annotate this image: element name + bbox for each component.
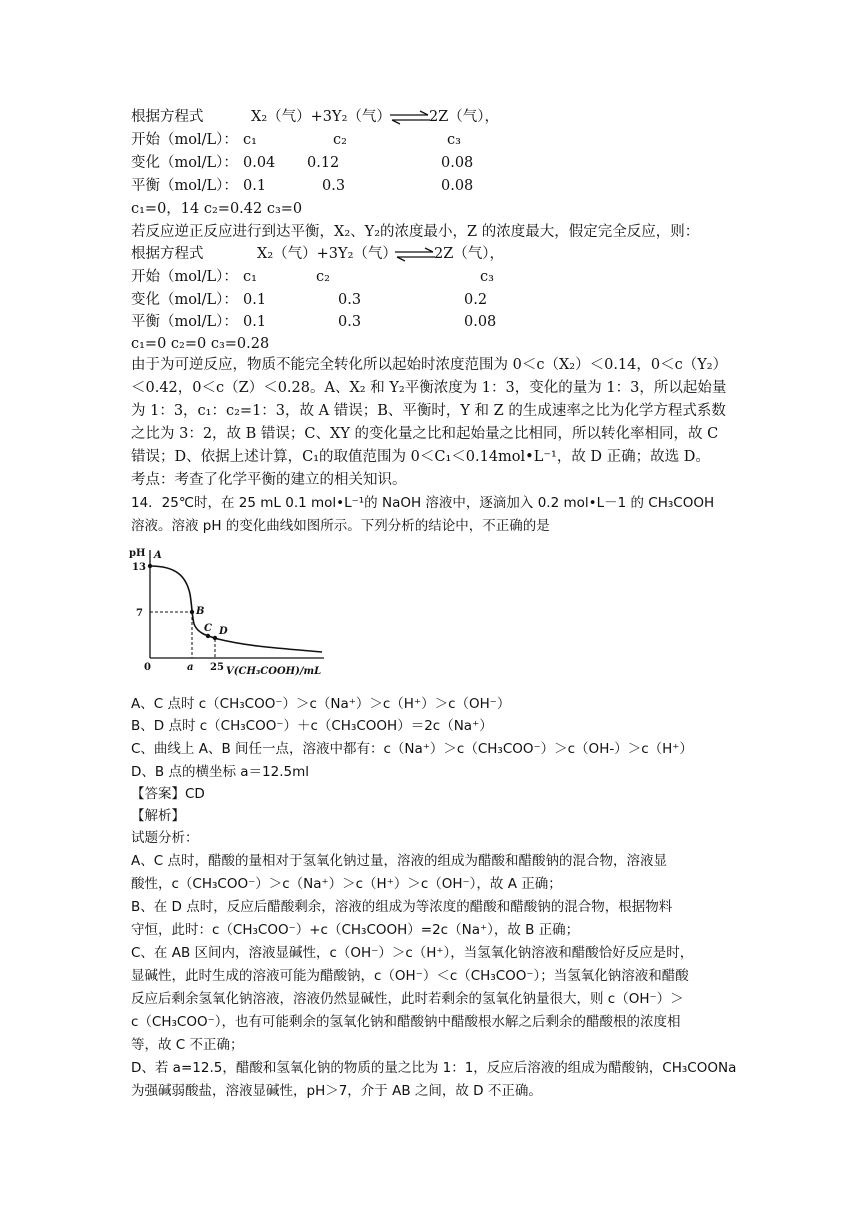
answer-line: 【答案】CD (131, 786, 205, 802)
analysis-line: 为 1：3，c₁：c₂=1：3，故 A 错误；B、平衡时，Y 和 Z 的生成速率之比为化学方程式系数 (131, 403, 726, 419)
equilibrium-arrow-icon (388, 110, 432, 126)
start-label: 开始（mol/L）： (131, 132, 238, 148)
equation-right: 2Z（气）， (434, 246, 505, 262)
point-c (206, 634, 210, 638)
equation-row-1 (131, 107, 204, 127)
change-3: 0.08 (441, 155, 474, 171)
explanation-line: 显碱性，此时生成的溶液可能为醋酸钠，c（OH⁻）＜c（CH₃COO⁻）；当氢氧化钠溶液和醋酸 (131, 968, 689, 984)
start-label: 开始（mol/L）： (131, 269, 238, 285)
explanation-line: C、在 AB 区间内，溶液显碱性，c（OH⁻）＞c（H⁺），当氢氧化钠溶液和醋酸恰好反应是时， (131, 945, 694, 961)
point-label-d: D (219, 626, 228, 637)
equation-left: X₂（气）+3Y₂（气） (257, 246, 397, 262)
explanation-line: D、若 a=12.5，醋酸和氢氧化钠的物质的量之比为 1：1，反应后溶液的组成为醋酸钠，CH₃COONa (131, 1060, 737, 1076)
start-c2: c₂ (316, 269, 330, 285)
change-1: 0.1 (243, 292, 267, 308)
point-label-c: C (204, 623, 212, 634)
question-14-line: 14．25℃时，在 25 mL 0.1 mol•L⁻¹的 NaOH 溶液中，逐滴加入 0.2 mol•L－1 的 CH₃COOH (131, 495, 715, 511)
x-tick-label: a (187, 662, 194, 673)
equation-lead: 根据方程式 (131, 109, 204, 125)
point-d (213, 636, 217, 640)
y-axis-label: pH (129, 548, 146, 559)
result-line-1: c₁=0，14 c₂=0.42 c₃=0 (131, 201, 303, 217)
equilibrium-1: 0.1 (243, 314, 267, 330)
y-tick-label: 7 (136, 608, 143, 619)
explanation-line: 酸性，c（CH₃COO⁻）＞c（Na⁺）＞c（H⁺）＞c（OH⁻），故 A 正确； (131, 876, 562, 892)
option-b: B、D 点时 c（CH₃COO⁻）＋c（CH₃COOH）＝2c（Na⁺） (131, 718, 493, 734)
start-c1: c₁ (243, 269, 257, 285)
reverse-intro: 若反应逆正反应进行到达平衡，X₂、Y₂的浓度最小，Z 的浓度最大，假定完全反应，则： (131, 224, 700, 240)
option-c: C、曲线上 A、B 间任一点，溶液中都有：c（Na⁺）＞c（CH₃COO⁻）＞c（OH-）＞c（H⁺） (131, 741, 693, 757)
x-axis-label: V(CH₃COOH)/mL (226, 666, 322, 677)
change-label: 变化（mol/L）： (131, 155, 238, 171)
start-c1: c₁ (243, 132, 257, 148)
result-line-2: c₁=0 c₂=0 c₃=0.28 (131, 336, 270, 352)
question-14-line: 溶液。溶液 pH 的变化曲线如图所示。下列分析的结论中，不正确的是 (131, 518, 550, 534)
change-2: 0.12 (307, 155, 340, 171)
origin-label: 0 (144, 662, 151, 673)
point-a (148, 564, 152, 568)
point-label-a: A (154, 550, 162, 561)
equilibrium-arrow-icon (393, 247, 437, 263)
equilibrium-3: 0.08 (464, 314, 497, 330)
analysis-line: ＜0.42，0＜c（Z）＜0.28。A、X₂ 和 Y₂平衡浓度为 1：3，变化的量为 1：3，所以起始量 (131, 380, 727, 396)
explanation-line: B、在 D 点时，反应后醋酸剩余，溶液的组成为等浓度的醋酸和醋酸钠的混合物，根据物料 (131, 899, 673, 915)
equilibrium-label: 平衡（mol/L）： (131, 178, 238, 194)
equilibrium-1: 0.1 (243, 178, 267, 194)
point-label-b: B (196, 606, 205, 617)
jiexi-heading: 【解析】 (131, 808, 185, 824)
analysis-line: 之比为 3：2，故 B 错误；C、XY 的变化量之比和起始量之比相同，所以转化率相同，故 C (131, 426, 719, 442)
change-1: 0.04 (243, 155, 276, 171)
shiti-heading: 试题分析： (131, 830, 199, 846)
explanation-line: 等，故 C 不正确； (131, 1037, 244, 1053)
ph-curve (150, 566, 322, 652)
explanation-line: 为强碱弱酸盐，溶液显碱性，pH＞7，介于 AB 之间，故 D 不正确。 (131, 1083, 542, 1099)
start-c3: c₃ (480, 269, 494, 285)
start-c2: c₂ (333, 132, 347, 148)
equilibrium-3: 0.08 (441, 178, 474, 194)
analysis-line: 错误；D、依据上述计算，C₁的取值范围为 0＜C₁＜0.14mol•L⁻¹，故 D 正确；故选 D。 (131, 449, 710, 465)
option-a: A、C 点时 c（CH₃COO⁻）＞c（Na⁺）＞c（H⁺）＞c（OH⁻） (131, 696, 511, 712)
equation-left: X₂（气）+3Y₂（气） (251, 109, 391, 125)
kaodian-line: 考点：考查了化学平衡的建立的相关知识。 (131, 472, 407, 488)
point-b (190, 610, 194, 614)
equation-row-2 (131, 244, 204, 264)
change-label: 变化（mol/L）： (131, 292, 238, 308)
explanation-line: 守恒，此时：c（CH₃COO⁻）+c（CH₃COOH）=2c（Na⁺），故 B 正确； (131, 922, 580, 938)
explanation-line: 反应后剩余氢氧化钠溶液，溶液仍然显碱性，此时若剩余的氢氧化钠量很大，则 c（OH⁻）＞ (131, 991, 684, 1007)
equilibrium-2: 0.3 (322, 178, 346, 194)
change-2: 0.3 (338, 292, 362, 308)
equilibrium-2: 0.3 (338, 314, 362, 330)
y-tick-label: 13 (132, 562, 146, 573)
option-d: D、B 点的横坐标 a＝12.5ml (131, 764, 309, 780)
explanation-line: A、C 点时，醋酸的量相对于氢氧化钠过量，溶液的组成为醋酸和醋酸钠的混合物，溶液显 (131, 853, 667, 869)
equation-lead: 根据方程式 (131, 246, 204, 262)
analysis-line: 由于为可逆反应，物质不能完全转化所以起始时浓度范围为 0＜c（X₂）＜0.14，0＜c（Y₂） (131, 357, 728, 373)
equilibrium-label: 平衡（mol/L）： (131, 314, 238, 330)
change-3: 0.2 (464, 292, 488, 308)
ph-titration-chart (126, 546, 326, 686)
start-c3: c₃ (447, 132, 461, 148)
x-tick-label: 25 (210, 662, 224, 673)
explanation-line: c（CH₃COO⁻），也有可能剩余的氢氧化钠和醋酸钠中醋酸根水解之后剩余的醋酸根的浓度相 (131, 1014, 681, 1030)
equation-right: 2Z（气）， (429, 109, 500, 125)
